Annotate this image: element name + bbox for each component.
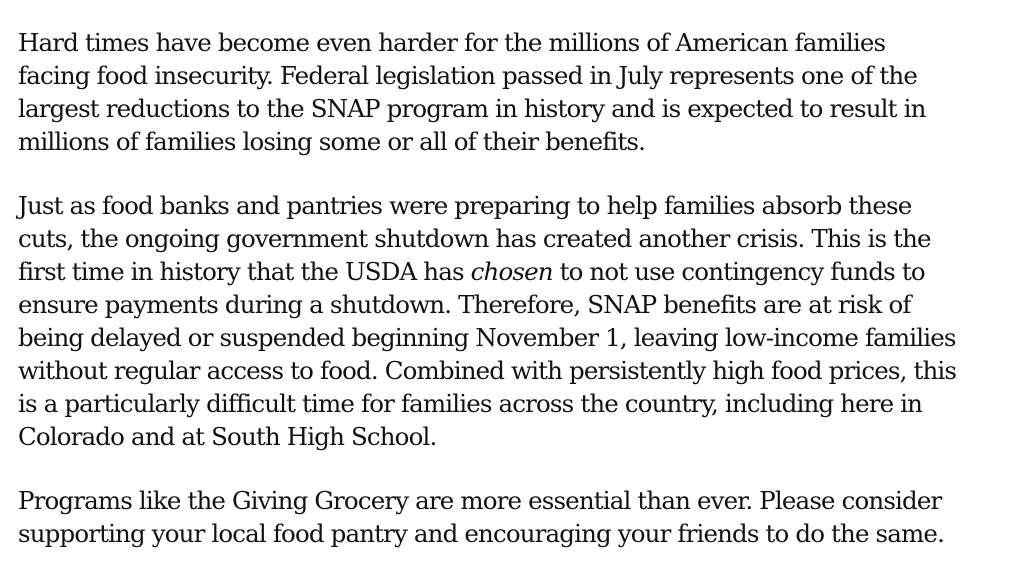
text-line: facing food insecurity. Federal legislation passed in July represents one of the xyxy=(18,61,917,90)
text-segment: first time in history that the USDA has xyxy=(18,257,471,286)
text-line: Colorado and at South High School. xyxy=(18,422,437,451)
text-segment: to not use contingency funds to xyxy=(552,257,925,286)
text-line: being delayed or suspended beginning November 1, leaving low-income families xyxy=(18,323,956,352)
text-line: supporting your local food pantry and encouraging your friends to do the same. xyxy=(18,519,945,548)
article-body xyxy=(18,26,1018,581)
text-line: largest reductions to the SNAP program in history and is expected to result in xyxy=(18,94,926,123)
text-line: Programs like the Giving Grocery are more essential than ever. Please consider xyxy=(18,486,942,515)
text-line: is a particularly difficult time for families across the country, including here in xyxy=(18,389,923,418)
text-line: ensure payments during a shutdown. Therefore, SNAP benefits are at risk of xyxy=(18,290,911,319)
text-line: cuts, the ongoing government shutdown has created another crisis. This is the xyxy=(18,224,931,253)
emphasis-chosen: chosen xyxy=(470,257,553,286)
paragraph-call-to-action xyxy=(18,484,1018,550)
text-line: millions of families losing some or all of their benefits. xyxy=(18,127,646,156)
text-line xyxy=(18,255,1018,288)
paragraph-snap-cuts xyxy=(18,26,1018,158)
paragraph-shutdown-crisis xyxy=(18,189,1018,453)
text-line: without regular access to food. Combined with persistently high food prices, this xyxy=(18,356,957,385)
text-line: Hard times have become even harder for the millions of American families xyxy=(18,28,886,57)
text-line: Just as food banks and pantries were preparing to help families absorb these xyxy=(18,191,912,220)
